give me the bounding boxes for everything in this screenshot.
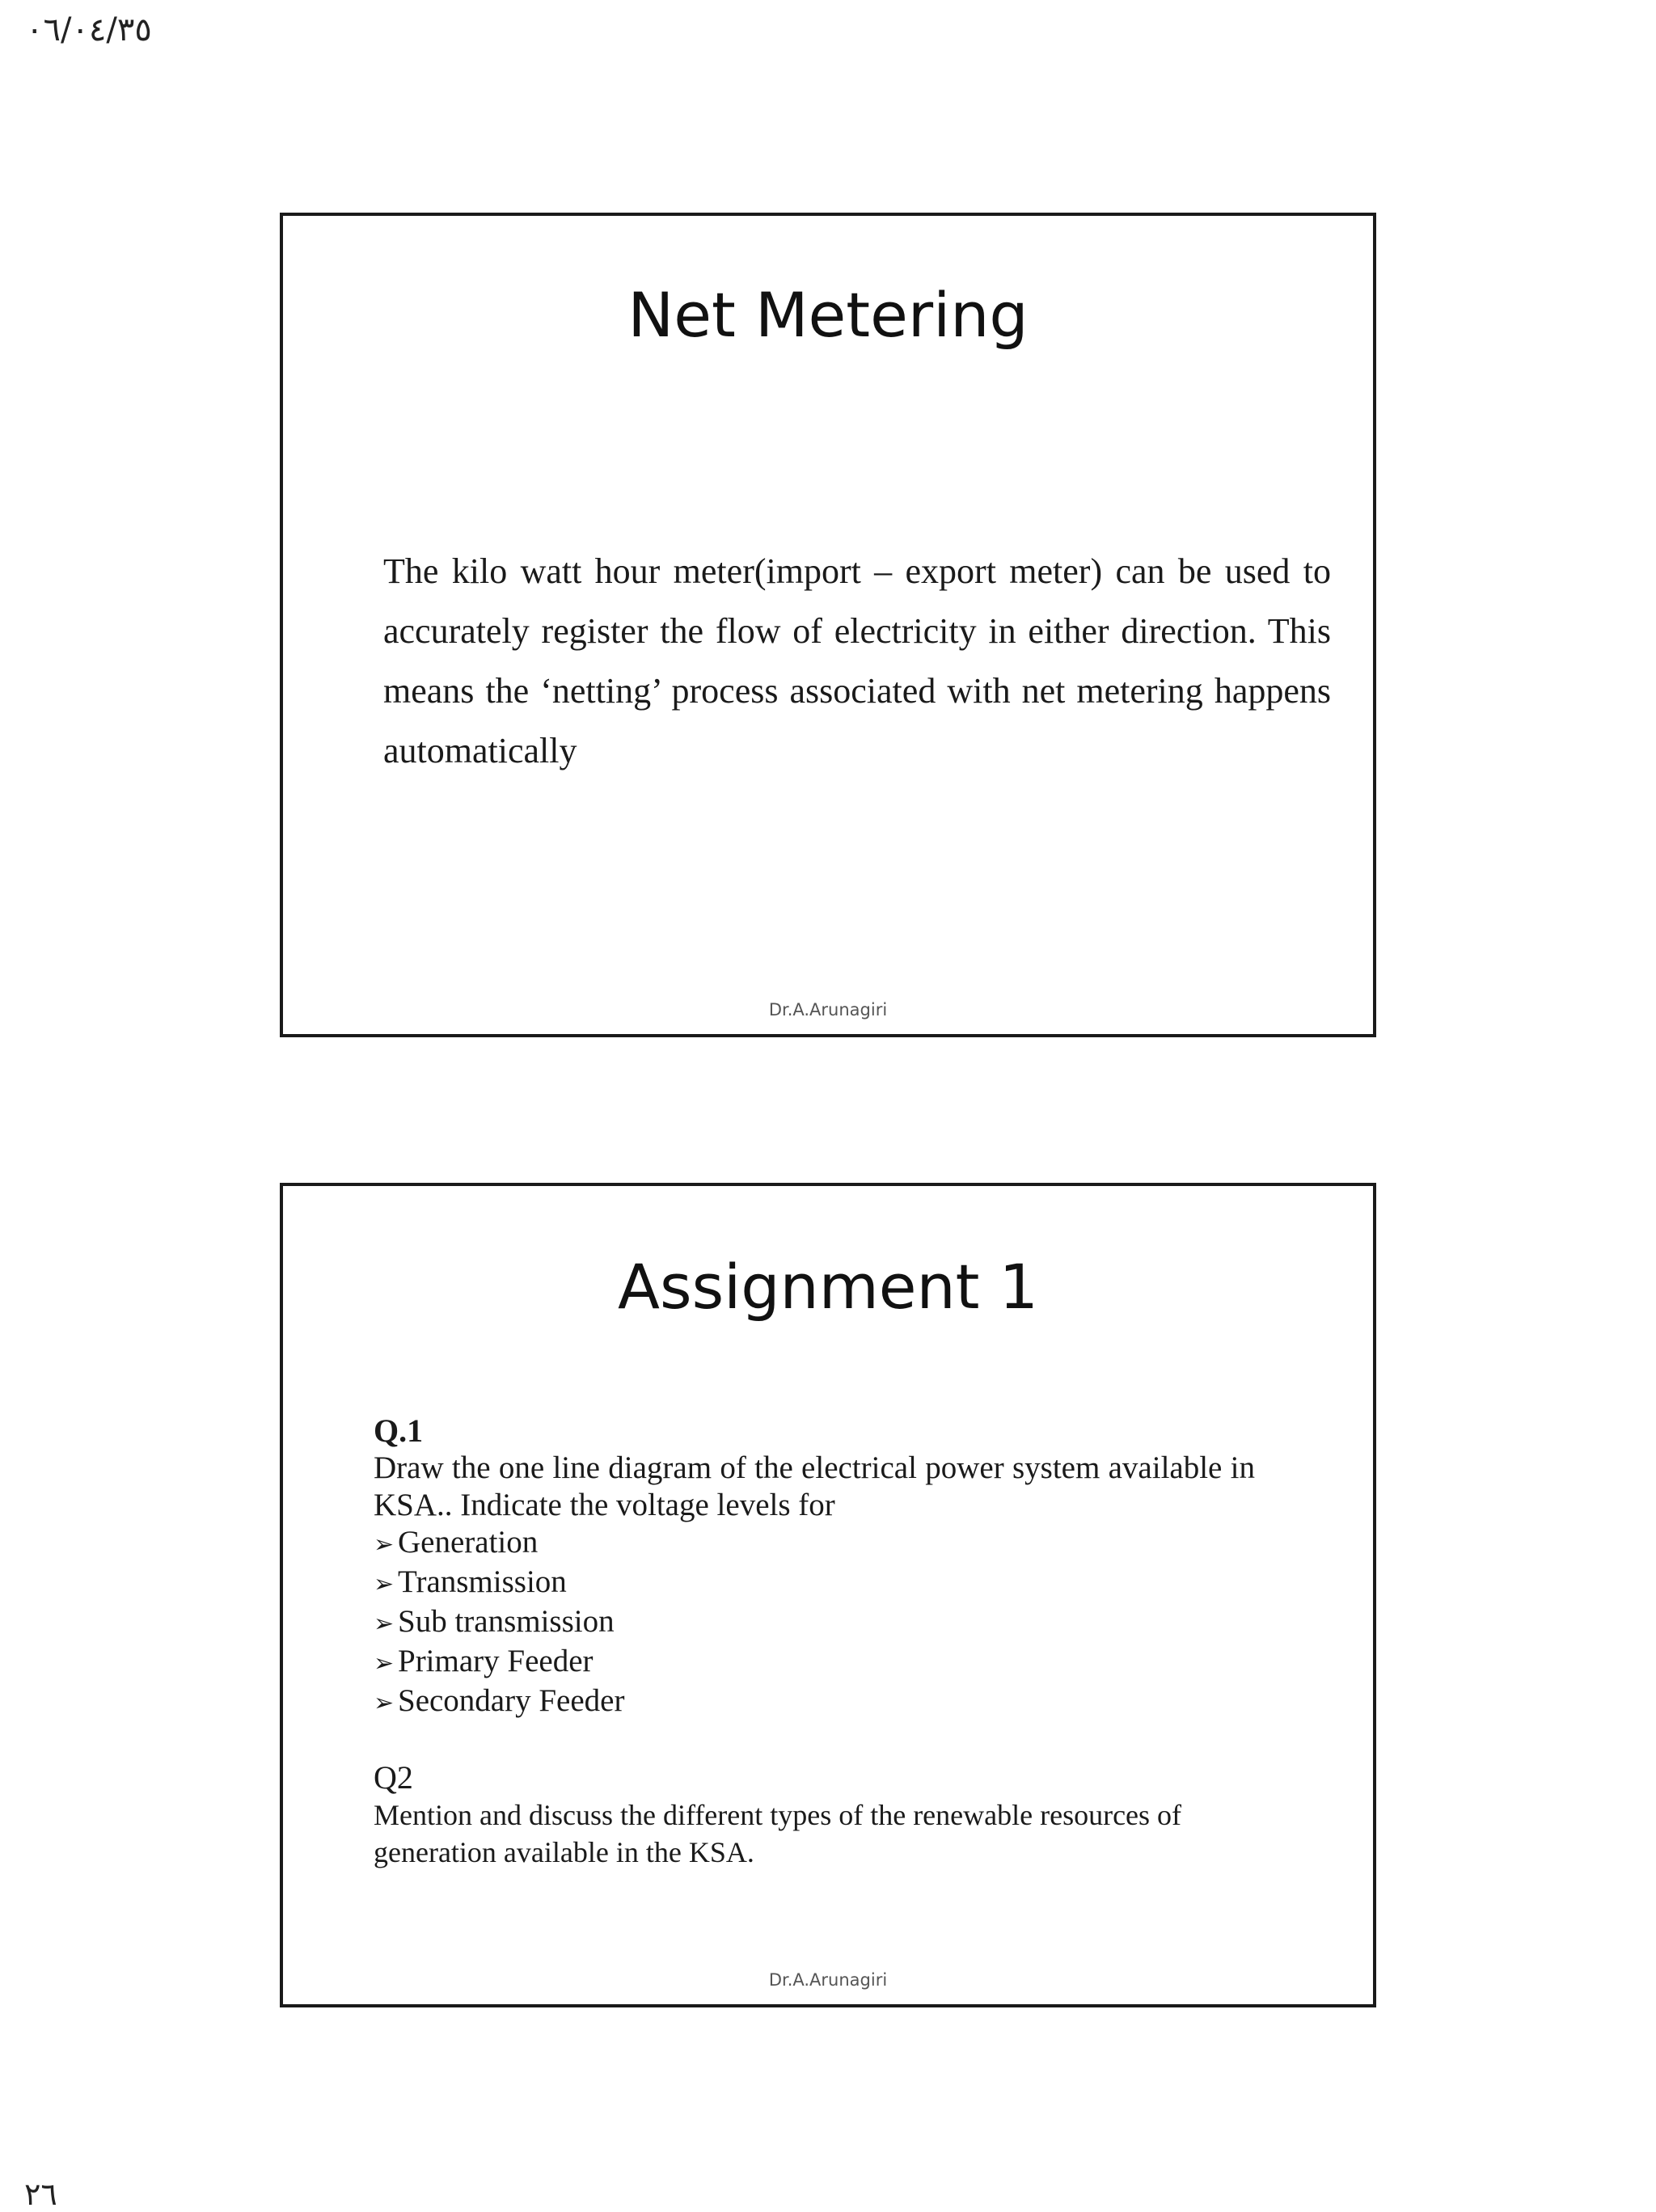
question-2-text: Mention and discuss the different types of the renewable resources of generation available in the KSA. xyxy=(374,1799,1182,1868)
spacer xyxy=(374,1722,1255,1759)
slide-footer-author: Dr.A.Arunagiri xyxy=(768,1000,888,1019)
question-1-label: Q.1 xyxy=(374,1412,424,1449)
page-date: ٠٦/٠٤/٣٥ xyxy=(26,11,152,49)
list-item-label: Secondary Feeder xyxy=(398,1683,625,1718)
question-1-text: Draw the one line diagram of the electrical power system available in KSA.. Indicate the voltage levels for xyxy=(374,1450,1255,1522)
list-item xyxy=(374,1524,1255,1564)
question-2-label: Q2 xyxy=(374,1759,413,1796)
arrowhead-bullet-icon: ➢ xyxy=(374,1649,395,1678)
slide-net-metering xyxy=(280,213,1376,1037)
list-item xyxy=(374,1643,1255,1682)
arrowhead-bullet-icon: ➢ xyxy=(374,1610,395,1638)
slide-title: Net Metering xyxy=(627,279,1029,351)
list-item-label: Sub transmission xyxy=(398,1604,615,1639)
arrowhead-bullet-icon: ➢ xyxy=(374,1689,395,1717)
slide-assignment xyxy=(280,1183,1376,2007)
slide-footer-author: Dr.A.Arunagiri xyxy=(768,1970,888,1990)
list-item-label: Transmission xyxy=(398,1564,567,1599)
slide-title: Assignment 1 xyxy=(618,1251,1038,1323)
list-item-label: Primary Feeder xyxy=(398,1644,594,1678)
page-number: ٢٦ xyxy=(24,2176,57,2212)
assignment-content xyxy=(374,1412,1255,1871)
arrowhead-bullet-icon: ➢ xyxy=(374,1570,395,1598)
list-item xyxy=(374,1603,1255,1643)
list-item-label: Generation xyxy=(398,1525,539,1560)
list-item xyxy=(374,1682,1255,1722)
list-item xyxy=(374,1564,1255,1603)
voltage-levels-list xyxy=(374,1524,1255,1722)
slide-body-text: The kilo watt hour meter(import – export meter) can be used to accurately register the flow of electricity in either direction. This means the ‘netting’ process associated with net metering happens automatically xyxy=(383,551,1331,770)
arrowhead-bullet-icon: ➢ xyxy=(374,1530,395,1559)
